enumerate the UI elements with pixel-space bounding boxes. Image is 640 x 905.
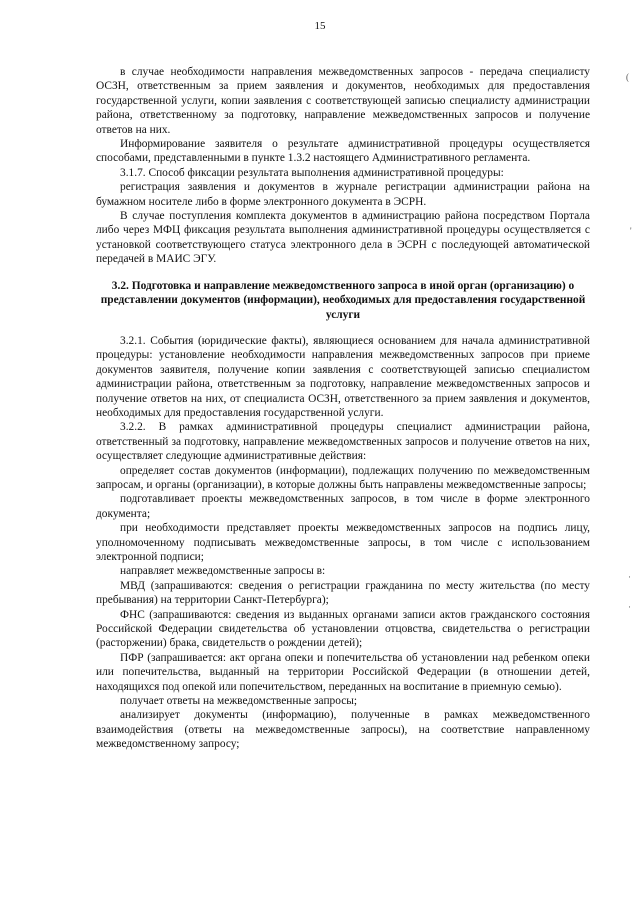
paragraph: подготавливает проекты межведомственных запросов, в том числе в форме электронного документа; <box>96 493 590 520</box>
paragraph: МВД (запрашиваются: сведения о регистрации гражданина по месту жительства (по месту пребывания) на территории Санкт-Петербурга); <box>96 579 590 607</box>
paragraph: в случае необходимости направления межведомственных запросов - передача специалисту ОСЗН, ответственным за прием заявления и документов, необходимых для предоставления государственной услуги, копии заявления с соответствующей записью специалисту администрации района, ответственному за подготовку, направление межведомственных запросов и получение ответов на них. <box>96 66 590 136</box>
paragraph: 3.1.7. Способ фиксации результата выполнения административной процедуры: <box>120 166 504 179</box>
paragraph: ФНС (запрашиваются: сведения из выданных органами записи актов гражданского состояния Российской Федерации свидетельства об установлении отцовства, свидетельства о регистрации (расторжении) брака, свидетельств о рождении детей); <box>96 608 590 650</box>
scan-artifact-mark: ( <box>626 72 629 82</box>
paragraph: определяет состав документов (информации), подлежащих получению по межведомственным запросам, и органы (организации), в которые должны быть направлены межведомственные запросы; <box>96 464 590 491</box>
document-body <box>96 65 590 752</box>
paragraph: Информирование заявителя о результате административной процедуры осуществляется способами, представленными в пункте 1.3.2 настоящего Административного регламента. <box>96 138 590 165</box>
paragraph: получает ответы на межведомственные запросы; <box>120 695 358 708</box>
paragraph: В случае поступления комплекта документов в администрацию района посредством Портала либо через МФЦ фиксация результата выполнения административной процедуры осуществляется с установкой соответствующего статуса электронного дела в ЭСРН с последующей автоматической передачей в МАИС ЭГУ. <box>96 210 590 266</box>
page-number: 15 <box>314 20 326 32</box>
paragraph: 3.2.2. В рамках административной процедуры специалист администрации района, ответственный за подготовку, направление межведомственных запросов и получение ответов на них, осуществляет следующие административные действия: <box>96 421 590 463</box>
paragraph: регистрация заявления и документов в журнале регистрации администрации района на бумажном носителе либо в форме электронного документа в ЭСРН. <box>96 181 590 208</box>
paragraph: анализирует документы (информацию), полученные в рамках межведомственного взаимодействия (ответы на межведомственные запросы), на соответствие направленному межведомственному запросу; <box>96 709 590 751</box>
scan-artifact-mark: · <box>628 572 631 582</box>
paragraph: ПФР (запрашивается: акт органа опеки и попечительства об установлении над ребенком опеки или попечительства, выданный на территории Российской Федерации (в отношении детей, находящихся под опекой или попечительством, переданных на воспитание в приемную семью). <box>96 651 590 693</box>
scan-artifact-mark: ' <box>630 226 632 236</box>
paragraph: при необходимости представляет проекты межведомственных запросов на подпись лицу, уполномоченному подписывать межведомственные запросы, в том числе с использованием электронной подписи; <box>96 522 590 563</box>
paragraph: направляет межведомственные запросы в: <box>120 565 326 578</box>
scan-artifact-mark: · <box>628 602 631 612</box>
section-heading: 3.2. Подготовка и направление межведомственного запроса в иной орган (организацию) о представлении документов (информации), необходимых для предоставления государственной услуги <box>100 279 586 321</box>
paragraph: 3.2.1. События (юридические факты), являющиеся основанием для начала административной процедуры: установление необходимости направления межведомственных запросов при приеме документов заявителя, получение копии заявления с соответствующей записью специалистом администрации района, ответственным за подготовку, направление межведомственных запросов и получение ответов на них, от специалиста ОСЗН, ответственного за прием заявления и документов, необходимых для предоставления государственной услуги. <box>96 334 590 419</box>
